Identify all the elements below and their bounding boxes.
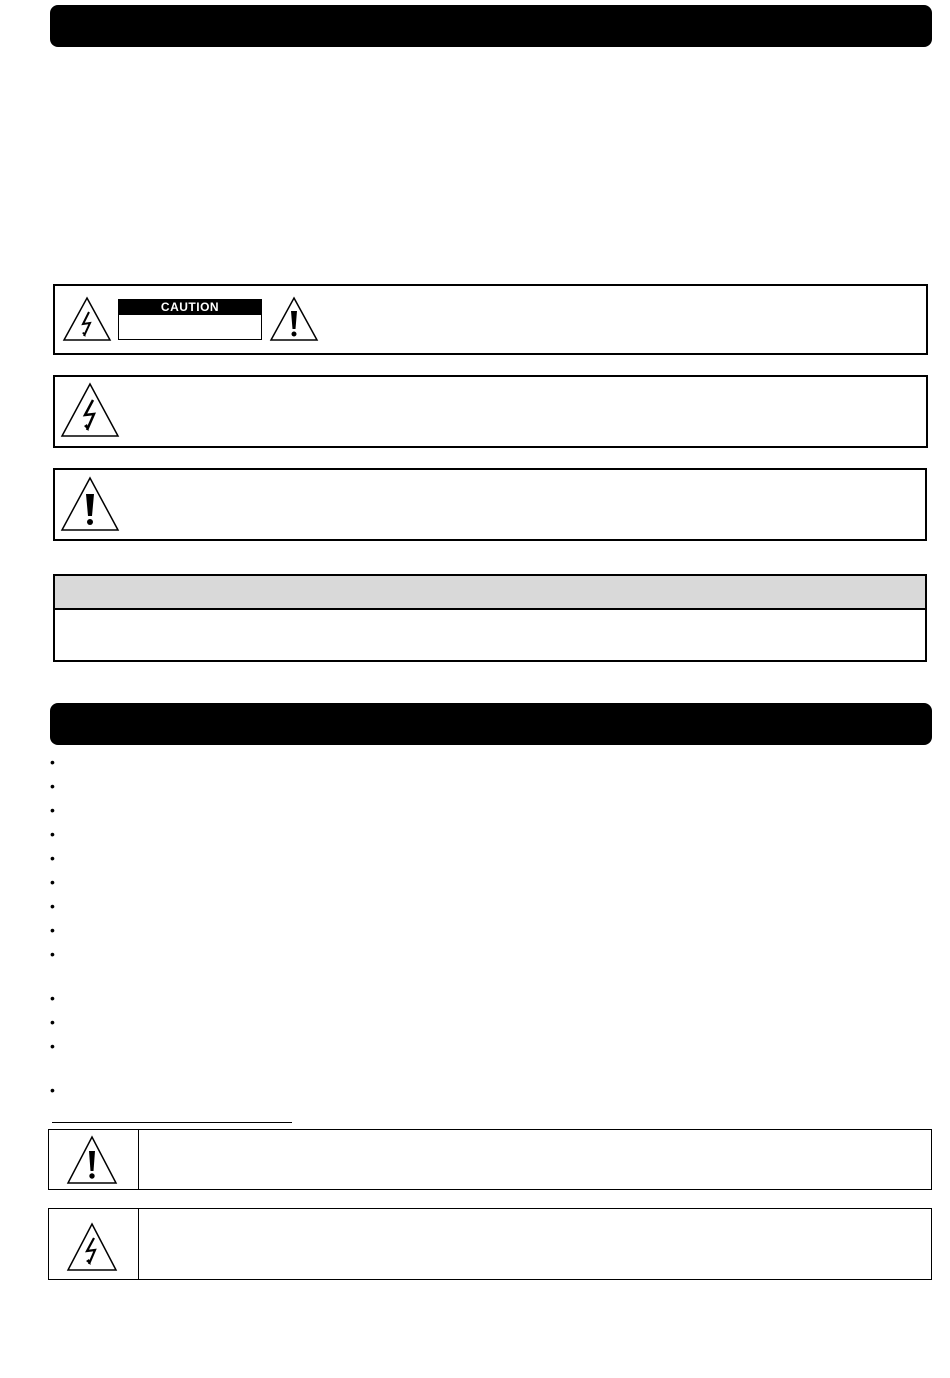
electric-shock-warning-box bbox=[53, 375, 928, 448]
caution-label bbox=[118, 299, 262, 340]
note-box bbox=[53, 574, 927, 662]
list-item bbox=[50, 825, 930, 849]
footnote-rule bbox=[52, 1122, 292, 1123]
lightning-triangle-icon bbox=[60, 382, 120, 438]
caution-label-title: CAUTION bbox=[119, 300, 261, 315]
list-item bbox=[50, 753, 930, 777]
list-item bbox=[50, 897, 930, 921]
list-item bbox=[50, 1081, 930, 1105]
list-item bbox=[50, 945, 930, 989]
list-item bbox=[50, 849, 930, 873]
attention-warning-box bbox=[53, 468, 927, 541]
exclamation-triangle-icon bbox=[66, 1135, 118, 1185]
note-header bbox=[55, 576, 925, 610]
list-item bbox=[50, 873, 930, 897]
lightning-triangle-icon bbox=[62, 296, 112, 342]
bottom-electric-shock-box bbox=[48, 1208, 932, 1280]
list-item bbox=[50, 1037, 930, 1081]
list-item bbox=[50, 989, 930, 1013]
lightning-triangle-icon bbox=[66, 1222, 118, 1272]
safety-section-header bbox=[50, 5, 932, 47]
precautions-list bbox=[50, 753, 930, 1105]
list-item bbox=[50, 801, 930, 825]
list-item bbox=[50, 777, 930, 801]
bottom-attention-box bbox=[48, 1129, 932, 1190]
list-item bbox=[50, 921, 930, 945]
exclamation-triangle-icon bbox=[269, 296, 319, 342]
precautions-section-header bbox=[50, 703, 932, 745]
list-item bbox=[50, 1013, 930, 1037]
exclamation-triangle-icon bbox=[60, 476, 120, 532]
